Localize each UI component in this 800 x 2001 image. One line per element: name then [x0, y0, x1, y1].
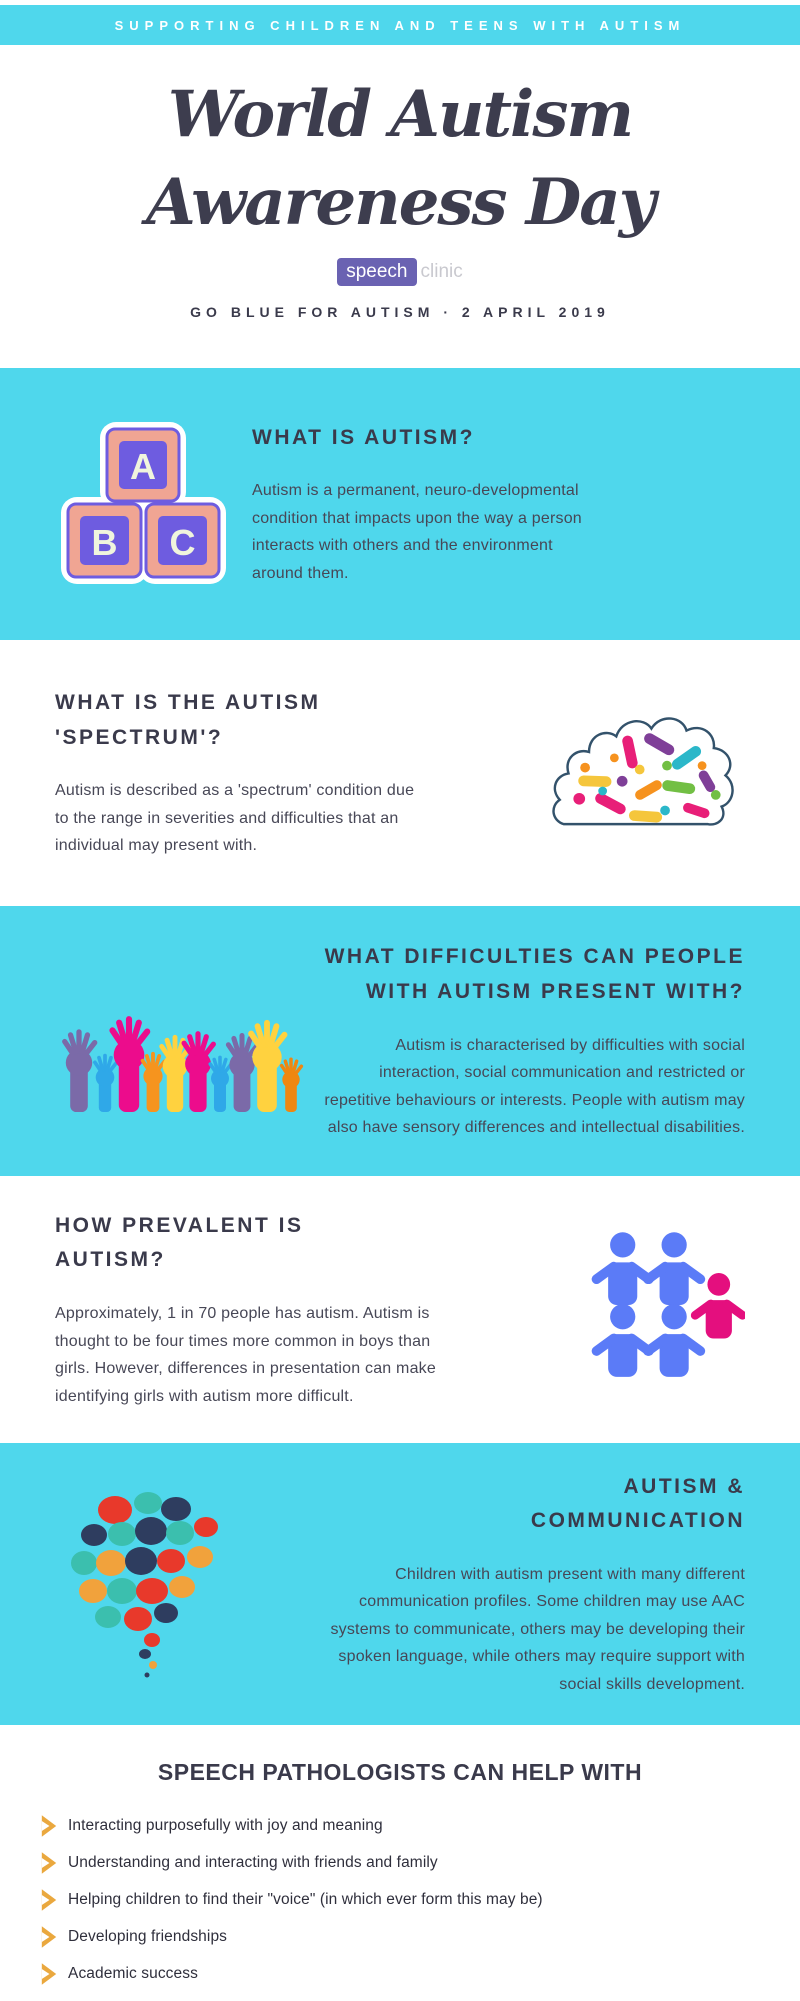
- section-what-is-autism: [0, 368, 800, 640]
- arrow-bullet-icon: [40, 1850, 58, 1876]
- speech-clinic-logo: [337, 258, 463, 286]
- section-heading: HOW PREVALENT IS AUTISM?: [55, 1213, 304, 1272]
- help-list-item: Academic success: [40, 1961, 760, 1987]
- help-list: [40, 1813, 760, 1987]
- section-prevalence: [0, 1176, 800, 1443]
- section-body: Children with autism present with many different communication profiles. Some children may use AAC systems to communicate, others may be developing their spoken language, while others may require support with social skills development.: [330, 1565, 745, 1693]
- section-text: [55, 686, 427, 860]
- svg-text:C: C: [169, 522, 196, 563]
- arrow-bullet-icon: [40, 1961, 58, 1987]
- section-heading: WHAT IS THE AUTISM 'SPECTRUM'?: [55, 691, 321, 749]
- abc-blocks-icon: [55, 414, 230, 594]
- header: [0, 45, 800, 368]
- infographic-page: [0, 5, 800, 2001]
- section-body: Autism is described as a 'spectrum' condition due to the range in severities and difficulties that an individual may present with.: [55, 782, 415, 855]
- section-text: [55, 1209, 447, 1410]
- page-title-line2: Awareness Day: [146, 165, 654, 241]
- top-banner-text: SUPPORTING CHILDREN AND TEENS WITH AUTISM: [114, 17, 686, 33]
- section-body: Autism is characterised by difficulties with social interaction, social communication and restricted or repetitive behaviours or interests. People with autism may also have sensory differences and intellectual disabilities.: [324, 1036, 745, 1137]
- svg-text:B: B: [91, 522, 118, 563]
- help-heading: SPEECH PATHOLOGISTS CAN HELP WITH: [157, 1759, 643, 1785]
- section-body: Autism is a permanent, neuro-developmental condition that impacts upon the way a person interacts with others and the environment around them.: [252, 482, 582, 582]
- family-icon: [580, 1223, 745, 1396]
- help-list-item: Developing friendships: [40, 1924, 760, 1950]
- section-communication: [0, 1443, 800, 1725]
- section-text: [297, 1470, 745, 1699]
- section-autism-spectrum: [0, 640, 800, 906]
- speech-bubbles-icon: [55, 1482, 245, 1687]
- arrow-bullet-icon: [40, 1887, 58, 1913]
- section-help: [0, 1725, 800, 2001]
- section-difficulties: [0, 906, 800, 1176]
- page-title-line1: World Autism: [167, 77, 633, 152]
- section-text: [252, 421, 604, 588]
- raised-hands-icon: [55, 964, 307, 1119]
- logo-primary-text: speech: [337, 258, 416, 286]
- brain-icon: [550, 705, 745, 842]
- section-text: [313, 940, 745, 1141]
- page-title: [0, 71, 800, 248]
- arrow-bullet-icon: [40, 1813, 58, 1839]
- help-list-item: Understanding and interacting with friends and family: [40, 1850, 760, 1876]
- section-body: Approximately, 1 in 70 people has autism. Autism is thought to be four times more common in boys than girls. However, differences in presentation can make identifying girls with autism more difficult.: [55, 1305, 436, 1405]
- help-list-item: Interacting purposefully with joy and meaning: [40, 1813, 760, 1839]
- help-list-item: Helping children to find their "voice" (in which ever form this may be): [40, 1887, 760, 1913]
- section-heading: AUTISM & COMMUNICATION: [530, 1474, 745, 1533]
- logo-secondary-text: clinic: [420, 260, 463, 282]
- arrow-bullet-icon: [40, 1924, 58, 1950]
- section-heading: WHAT DIFFICULTIES CAN PEOPLE WITH AUTISM PRESENT WITH?: [324, 945, 745, 1003]
- svg-text:A: A: [130, 446, 156, 487]
- top-banner: [0, 5, 800, 45]
- tagline: GO BLUE FOR AUTISM · 2 APRIL 2019: [190, 303, 610, 320]
- section-heading: WHAT IS AUTISM?: [252, 425, 475, 449]
